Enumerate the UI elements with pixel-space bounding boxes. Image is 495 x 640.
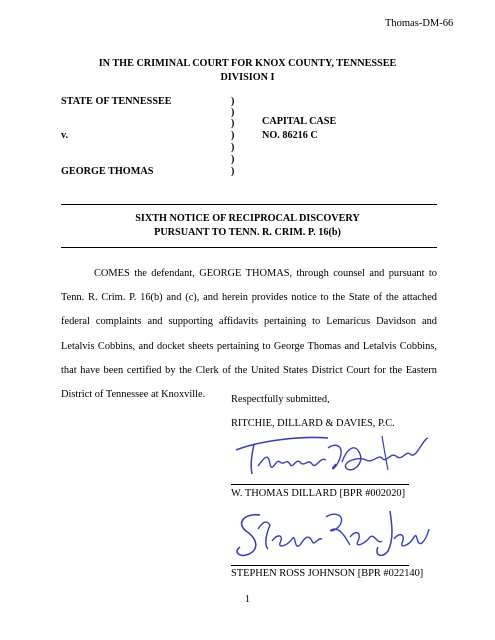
court-division: DIVISION I: [220, 72, 275, 83]
signature-2-strokes: [237, 511, 429, 555]
caption-paren: ): [231, 142, 235, 153]
document-id: Thomas-DM-66: [385, 18, 454, 29]
document-title: SIXTH NOTICE OF RECIPROCAL DISCOVERY: [135, 213, 360, 224]
body-paragraph: COMES the defendant, GEORGE THOMAS, through counsel and pursuant to Tenn. R. Crim. P. 16(b) and (c), and herein provides notice to the State of the attached federal complaints and supporting affidavits pertaining to Lemaricus Davidson and Letalvis Cobbins, and docket sheets pertaining to George Thomas and Letalvis Cobbins, that have been certified by the Clerk of the United States District Court for the Eastern District of Tennessee at Knoxville.: [61, 268, 437, 401]
closing-line: Respectfully submitted,: [231, 394, 330, 405]
signature-1-image: [232, 428, 432, 486]
caption-paren: ): [231, 166, 235, 177]
document-subtitle: PURSUANT TO TENN. R. CRIM. P. 16(b): [154, 227, 341, 238]
court-name: IN THE CRIMINAL COURT FOR KNOX COUNTY, TENNESSEE: [98, 58, 397, 69]
law-firm-name: RITCHIE, DILLARD & DAVIES, P.C.: [231, 418, 395, 429]
caption-paren: ): [231, 96, 235, 107]
caption-paren: ): [231, 118, 235, 129]
caption-defendant: GEORGE THOMAS: [61, 166, 154, 177]
caption-versus: v.: [61, 130, 69, 141]
caption-plaintiff: STATE OF TENNESSEE: [61, 96, 172, 107]
caption-paren: ): [231, 107, 235, 118]
divider-bottom: [61, 247, 437, 248]
case-number: NO. 86216 C: [262, 130, 318, 141]
divider-top: [61, 204, 437, 205]
signature-line-1: [231, 484, 409, 485]
signer-1-name: W. THOMAS DILLARD [BPR #002020]: [231, 488, 406, 499]
caption-paren: ): [231, 154, 235, 165]
signature-1-strokes: [236, 436, 428, 474]
case-type: CAPITAL CASE: [262, 116, 337, 127]
signature-2-image: [230, 505, 430, 565]
page-number: 1: [244, 594, 251, 605]
signer-2-name: STEPHEN ROSS JOHNSON [BPR #022140]: [231, 568, 424, 579]
caption-paren: ): [231, 130, 235, 141]
signature-line-2: [231, 565, 409, 566]
